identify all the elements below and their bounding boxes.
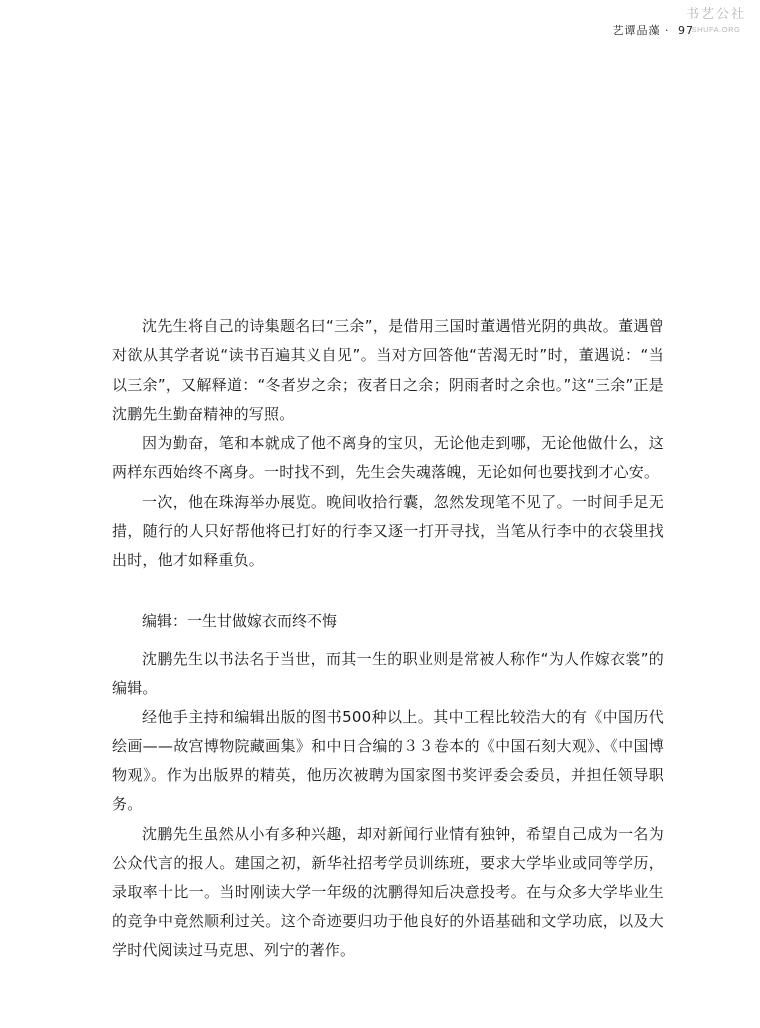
paragraph: 沈鹏先生以书法名于当世，而其一生的职业则是常被人称作“为人作嫁衣裳”的编辑。 [112, 650, 664, 698]
header-title: 艺谭品藻 · [612, 24, 670, 37]
watermark-url: SHUFA.ORG [691, 25, 741, 34]
paragraph: 因为勤奋，笔和本就成了他不离身的宝贝，无论他走到哪，无论他做什么，这两样东西始终不离身。一时找不到，先生会失魂落魄，无论如何也要找到才心安。 [112, 434, 664, 482]
section-three-remainders [112, 312, 664, 576]
section-editor [112, 611, 664, 965]
paragraph: 经他手主持和编辑出版的图书500种以上。其中工程比较浩大的有《中国历代绘画——故宫博物院藏画集》和中日合编的３３卷本的《中国石刻大观》、《中国博物观》。作为出版界的精英，他历次被聘为国家图书奖评委会委员，并担任领导职务。 [112, 708, 664, 814]
paragraph: 沈先生将自己的诗集题名曰“三余”，是借用三国时董遇惜光阴的典故。董遇曾对欲从其学者说“读书百遍其义自见”。当对方回答他“苦渴无时”时，董遇说：“当以三余”，又解释道：“冬者岁之余；夜者日之余；阴雨者时之余也。”这“三余”正是沈鹏先生勤奋精神的写照。 [112, 317, 664, 423]
watermark-title: 书艺公社 [685, 7, 746, 22]
paragraph: 一次，他在珠海举办展览。晚间收拾行囊，忽然发现笔不见了。一时间手足无措，随行的人只好帮他将已打好的行李又逐一打开寻找，当笔从行李中的衣袋里找出时，他才如释重负。 [112, 492, 664, 570]
page-number: 97 [678, 24, 694, 37]
paragraph: 沈鹏先生虽然从小有多种兴趣，却对新闻行业情有独钟，希望自己成为一名为公众代言的报人。建国之初，新华社招考学员训练班，要求大学毕业或同等学历，录取率十比一。当时刚读大学一年级的沈鹏得知后决意投考。在与众多大学毕业生的竞争中竟然顺利过关。这个奇迹要归功于他良好的外语基础和文学功底，以及大学时代阅读过马克思、列宁的著作。 [112, 824, 664, 959]
section-heading: 编辑：一生甘做嫁衣而终不悔 [142, 612, 338, 630]
site-watermark [680, 6, 752, 44]
